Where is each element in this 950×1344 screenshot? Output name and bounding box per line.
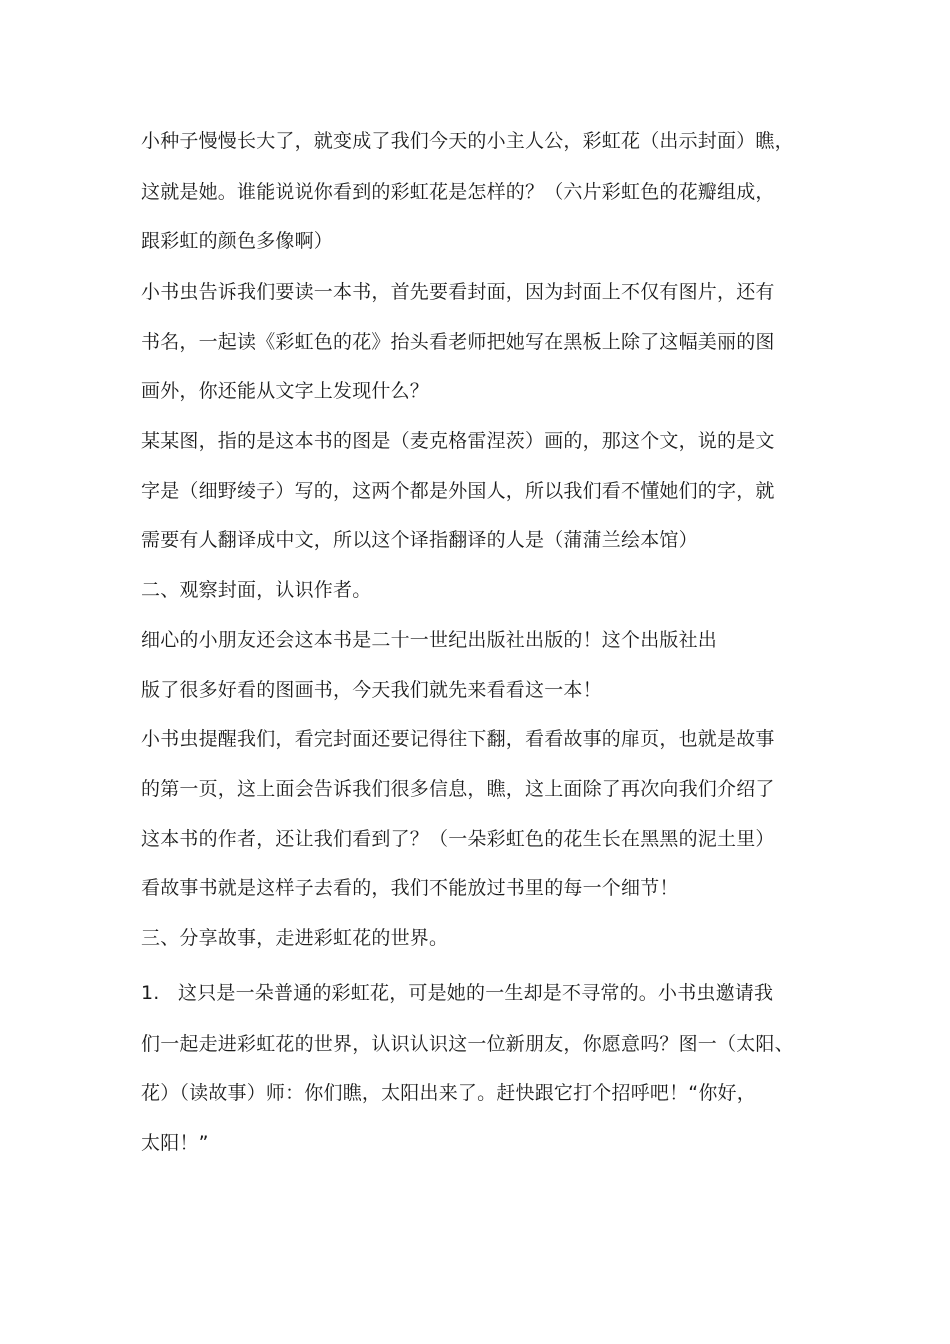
text-line: 花）（读故事）师：你们瞧，太阳出来了。赶快跟它打个招呼吧！“你好， — [141, 1082, 756, 1104]
text-line: 某某图，指的是这本书的图是（麦克格雷涅茨）画的，那这个文，说的是文 — [141, 430, 775, 452]
text-line: 们一起走进彩虹花的世界，认识认识这一位新朋友，你愿意吗？图一（太阳、 — [141, 1033, 794, 1055]
text-line: 的第一页，这上面会告诉我们很多信息，瞧，这上面除了再次向我们介绍了 — [141, 778, 775, 800]
list-item-number: 1. — [141, 982, 160, 1004]
text-line: 看故事书就是这样子去看的，我们不能放过书里的每一个细节！ — [141, 877, 679, 899]
section-heading: 二、观察封面，认识作者。 — [141, 579, 372, 601]
section-heading: 三、分享故事，走进彩虹花的世界。 — [141, 927, 449, 949]
text-line: 小种子慢慢长大了，就变成了我们今天的小主人公，彩虹花（出示封面）瞧， — [141, 130, 794, 152]
text-line: 小书虫提醒我们，看完封面还要记得往下翻，看看故事的扉页，也就是故事 — [141, 728, 775, 750]
text-line: 跟彩虹的颜色多像啊） — [141, 230, 334, 252]
text-line: 这本书的作者，还让我们看到了？（一朵彩虹色的花生长在黑黑的泥土里） — [141, 828, 775, 850]
text-line: 太阳！” — [141, 1132, 209, 1154]
text-line: 字是（细野绫子）写的，这两个都是外国人，所以我们看不懂她们的字，就 — [141, 480, 775, 502]
text-line: 需要有人翻译成中文，所以这个译指翻译的人是（蒲蒲兰绘本馆） — [141, 529, 698, 551]
text-line: 细心的小朋友还会这本书是二十一世纪出版社出版的！这个出版社出 — [141, 629, 718, 651]
list-item-text: 这只是一朵普通的彩虹花，可是她的一生却是不寻常的。小书虫邀请我 — [178, 982, 774, 1004]
text-line: 画外，你还能从文字上发现什么？ — [141, 380, 430, 402]
list-item — [141, 980, 841, 1006]
text-line: 这就是她。谁能说说你看到的彩虹花是怎样的？（六片彩虹色的花瓣组成， — [141, 181, 775, 203]
text-line: 版了很多好看的图画书，今天我们就先来看看这一本！ — [141, 679, 602, 701]
text-line: 小书虫告诉我们要读一本书，首先要看封面，因为封面上不仅有图片，还有 — [141, 281, 775, 303]
text-line: 书名，一起读《彩虹色的花》抬头看老师把她写在黑板上除了这幅美丽的图 — [141, 331, 775, 353]
